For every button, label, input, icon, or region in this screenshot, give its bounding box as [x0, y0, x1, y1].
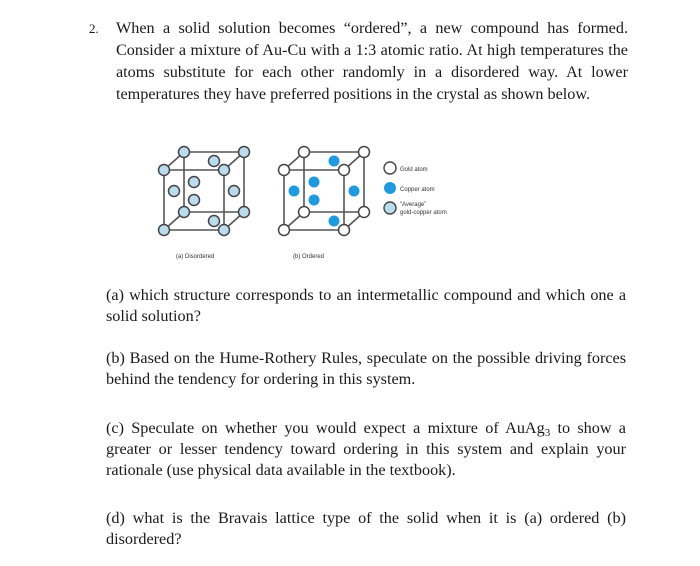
average-atom: [169, 186, 180, 197]
copper-atom: [309, 177, 320, 188]
gold-atom: [339, 225, 350, 236]
copper-atom: [329, 216, 340, 227]
average-atom: [239, 147, 250, 158]
copper-atom: [289, 186, 300, 197]
copper-atom: [309, 195, 320, 206]
gold-atom: [299, 147, 310, 158]
average-atom: [179, 147, 190, 158]
copper-atom: [349, 186, 360, 197]
gold-atom: [339, 165, 350, 176]
average-atom: [229, 186, 240, 197]
question-b: (b) Based on the Hume-Rothery Rules, speculate on the possible driving forces behind the tendency for ordering in this system.: [106, 349, 626, 388]
average-atom: [209, 216, 220, 227]
average-atom: [239, 207, 250, 218]
average-atom: [219, 225, 230, 236]
average-atom: [189, 195, 200, 206]
gold-atom: [279, 225, 290, 236]
gold-atom: [279, 165, 290, 176]
question-d: (d) what is the Bravais lattice type of the solid when it is (a) ordered (b) disordered?: [106, 509, 626, 548]
average-atom: [179, 207, 190, 218]
average-atom: [159, 225, 170, 236]
legend-copper-symbol: [384, 182, 396, 194]
legend-average-symbol: [384, 202, 396, 214]
average-atom: [159, 165, 170, 176]
crystal-structure-figure: [150, 140, 480, 262]
caption-ordered: (b) Ordered: [293, 254, 325, 260]
legend-average-label-1: “Average”: [400, 202, 427, 208]
question-c-subscript: 3: [544, 427, 551, 439]
legend-copper-label: Copper atom: [400, 187, 435, 193]
legend-average-label-2: gold-copper atom: [400, 210, 447, 216]
copper-atom: [329, 156, 340, 167]
caption-disordered: (a) Disordered: [176, 254, 215, 260]
legend: [384, 162, 447, 216]
question-c-text-end: to show a greater or lesser tendency toward ordering in this system and explain your rationale (use physical data available in the textbook).: [106, 419, 626, 479]
question-c: [106, 418, 626, 481]
legend-gold-symbol: [384, 162, 396, 174]
question-a: (a) which structure corresponds to an intermetallic compound and which one a solid solution?: [106, 286, 626, 325]
average-atom: [209, 156, 220, 167]
average-atom: [189, 177, 200, 188]
problem-number: 2.: [89, 21, 99, 36]
figure-svg: [150, 140, 480, 262]
legend-gold-label: Gold atom: [400, 167, 428, 173]
gold-atom: [359, 147, 370, 158]
problem-intro: When a solid solution becomes “ordered”, a new compound has formed. Consider a mixture of Au-Cu with a 1:3 atomic ratio. At high temperatures the atoms substitute for each other randomly in a disordered way. At lower temperatures they have preferred positions in the crystal as shown below.: [116, 19, 628, 103]
average-atom: [219, 165, 230, 176]
question-c-text-start: (c) Speculate on whether you would expect a mixture of AuAg: [106, 419, 545, 437]
gold-atom: [299, 207, 310, 218]
gold-atom: [359, 207, 370, 218]
